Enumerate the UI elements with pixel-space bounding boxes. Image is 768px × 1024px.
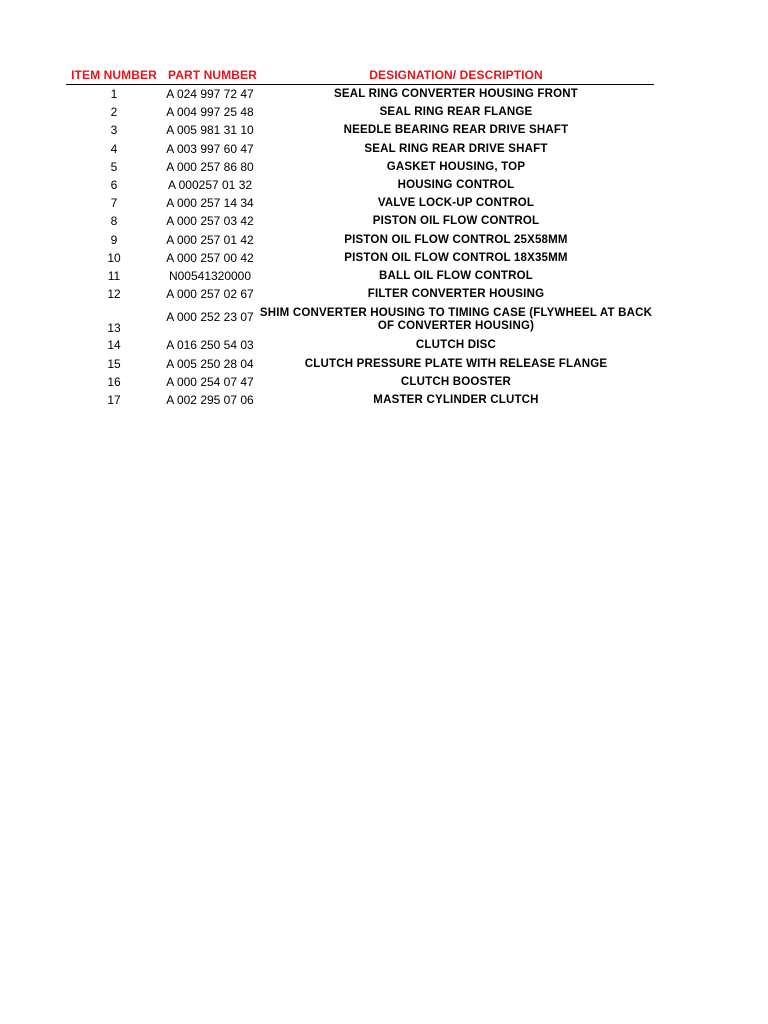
table-row (66, 285, 654, 303)
part-number-cell: A 000 252 23 07 (166, 309, 254, 324)
item-number-cell: 7 (110, 196, 118, 211)
description-cell: HOUSING CONTROL (397, 179, 515, 192)
table-row (66, 158, 654, 176)
description-cell: NEEDLE BEARING REAR DRIVE SHAFT (343, 124, 569, 137)
item-number-cell: 8 (110, 214, 118, 229)
description-cell: SEAL RING REAR DRIVE SHAFT (364, 142, 548, 155)
part-number-cell: A 005 250 28 04 (166, 356, 254, 371)
description-cell: SEAL RING REAR FLANGE (379, 106, 533, 119)
part-number-cell: A 016 250 54 03 (166, 338, 254, 353)
item-number-cell: 2 (110, 105, 118, 120)
table-row (66, 303, 654, 336)
part-number-cell: A 000 257 00 42 (166, 250, 254, 265)
description-cell: PISTON OIL FLOW CONTROL 18X35MM (344, 251, 568, 264)
header-item-number: ITEM NUMBER (71, 68, 157, 82)
table-row (66, 373, 654, 391)
item-number-cell: 6 (110, 178, 118, 193)
description-cell: CLUTCH DISC (415, 339, 497, 352)
item-number-cell: 14 (107, 338, 121, 353)
part-number-cell: A 000 257 14 34 (166, 196, 254, 211)
part-number-cell: A 005 981 31 10 (166, 123, 254, 138)
item-number-cell: 5 (110, 159, 118, 174)
table-row (66, 391, 654, 409)
item-number-cell: 9 (110, 232, 118, 247)
item-number-cell: 1 (110, 87, 118, 102)
parts-table (66, 66, 654, 409)
description-cell: SEAL RING CONVERTER HOUSING FRONT (333, 88, 579, 101)
description-cell: CLUTCH PRESSURE PLATE WITH RELEASE FLANGE (304, 357, 608, 370)
part-number-cell: A 004 997 25 48 (166, 105, 254, 120)
description-cell: BALL OIL FLOW CONTROL (379, 269, 533, 282)
item-number-cell: 16 (107, 374, 121, 389)
description-cell: FILTER CONVERTER HOUSING (367, 288, 545, 301)
table-row (66, 85, 654, 103)
table-row (66, 194, 654, 212)
header-description: DESIGNATION/ DESCRIPTION (369, 68, 543, 82)
table-row (66, 336, 654, 354)
description-cell: MASTER CYLINDER CLUTCH (373, 393, 539, 406)
part-number-cell: A 000 257 03 42 (166, 214, 254, 229)
table-row (66, 249, 654, 267)
part-number-cell: A 024 997 72 47 (166, 87, 254, 102)
part-number-cell: A 003 997 60 47 (166, 141, 254, 156)
table-row (66, 267, 654, 285)
item-number-cell: 10 (107, 250, 121, 265)
item-number-cell: 4 (110, 141, 118, 156)
table-row (66, 140, 654, 158)
table-row (66, 354, 654, 372)
item-number-cell: 12 (107, 287, 121, 302)
table-row (66, 121, 654, 139)
part-number-cell: A 000 254 07 47 (166, 374, 254, 389)
part-number-cell: A 000257 01 32 (167, 178, 253, 193)
part-number-cell: A 000 257 02 67 (166, 287, 254, 302)
part-number-cell: A 000 257 86 80 (166, 159, 254, 174)
part-number-cell: A 000 257 01 42 (166, 232, 254, 247)
table-header (66, 66, 654, 85)
table-row (66, 103, 654, 121)
description-cell: PISTON OIL FLOW CONTROL 25X58MM (344, 233, 568, 246)
description-cell: GASKET HOUSING, TOP (386, 160, 526, 173)
table-row (66, 176, 654, 194)
item-number-cell: 15 (107, 356, 121, 371)
description-cell: PISTON OIL FLOW CONTROL (372, 215, 540, 228)
part-number-cell: N00541320000 (168, 268, 252, 283)
table-row (66, 212, 654, 230)
item-number-cell: 13 (107, 321, 121, 336)
description-cell: SHIM CONVERTER HOUSING TO TIMING CASE (FLYWHEEL AT BACK OF CONVERTER HOUSING) (259, 306, 653, 332)
table-row (66, 231, 654, 249)
description-cell: VALVE LOCK-UP CONTROL (377, 197, 535, 210)
item-number-cell: 11 (107, 268, 121, 283)
header-part-number: PART NUMBER (168, 68, 257, 82)
item-number-cell: 17 (107, 392, 121, 407)
part-number-cell: A 002 295 07 06 (166, 392, 254, 407)
description-cell: CLUTCH BOOSTER (400, 375, 512, 388)
item-number-cell: 3 (110, 123, 118, 138)
